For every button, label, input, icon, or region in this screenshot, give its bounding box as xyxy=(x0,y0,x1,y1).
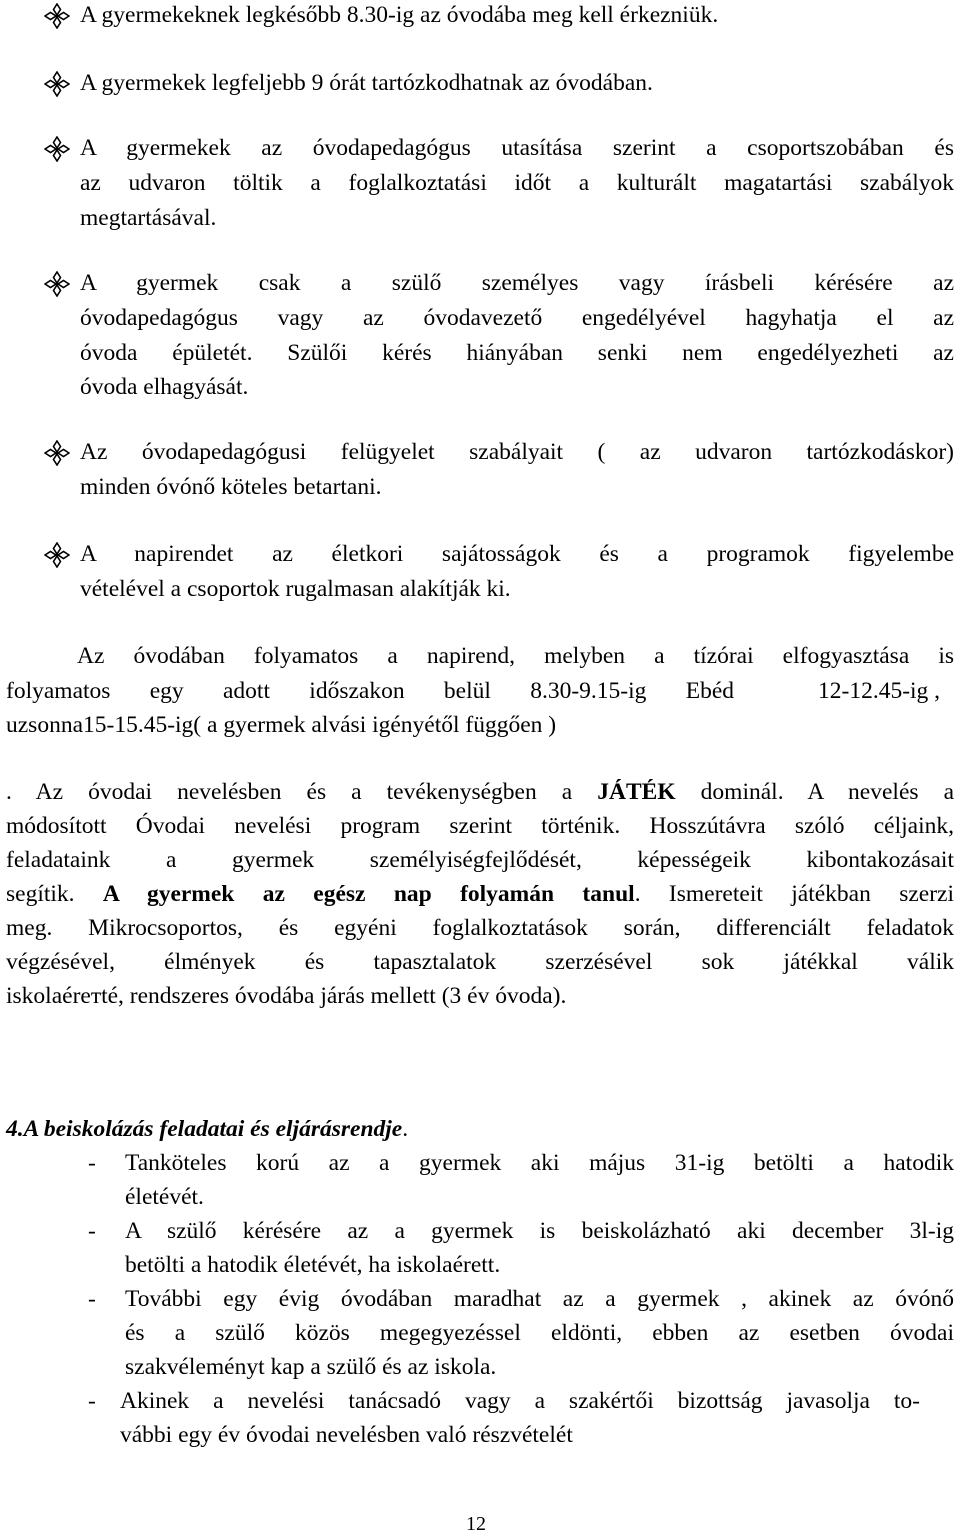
rule-6-line-1: A napirendet az életkori sajátosságok és a programok figyelembe xyxy=(80,541,954,567)
page-number: 12 xyxy=(466,1513,486,1535)
four-diamond-bullet-icon xyxy=(44,542,70,568)
rule-3-line-1: A gyermekek az óvodapedagógus utasítása szerint a csoportszobában és xyxy=(80,135,954,161)
section-heading: 4.A beiskolázás feladatai és eljárásrendje. xyxy=(6,1116,409,1142)
schedule-line-1: Az óvodában folyamatos a napirend, melyben a tízórai elfogyasztása is xyxy=(77,643,954,669)
play-line-7: iskolaérетté, rendszeres óvodába járás mellett (3 év óvoda). xyxy=(6,983,567,1009)
list-dash: - xyxy=(88,1286,96,1312)
list-item-3-line-3: szakvéleményt kap a szülő és az iskola. xyxy=(125,1354,497,1380)
play-line-3: feladataink a gyermek személyiségfejlődését, képességeik kibontakozásait xyxy=(6,847,954,873)
four-diamond-bullet-icon xyxy=(44,71,70,97)
play-line-4: segítik. A gyermek az egész nap folyamán tanul. Ismereteit játékban szerzi xyxy=(6,881,954,907)
rule-2-line-1: A gyermekek legfeljebb 9 órát tartózkodhatnak az óvodában. xyxy=(80,70,653,96)
rule-1-line-1: A gyermekeknek legkésőbb 8.30-ig az óvodába meg kell érkezniük. xyxy=(80,2,719,28)
rule-6-line-2: vételével a csoportok rugalmasan alakítják ki. xyxy=(80,576,511,602)
list-dash: - xyxy=(88,1388,96,1414)
schedule-line-2-end: 12-12.45-ig , xyxy=(818,678,941,704)
schedule-line-2: folyamatos egy adott időszakon belül 8.30-9.15-ig Ebéd xyxy=(6,678,734,704)
list-dash: - xyxy=(88,1218,96,1244)
play-line-5: meg. Mikrocsoportos, és egyéni foglalkoztatások során, differenciált feladatok xyxy=(6,915,954,941)
list-item-1-line-1: Tanköteles korú az a gyermek aki május 31-ig betölti a hatodik xyxy=(125,1150,954,1176)
rule-3-line-3: megtartásával. xyxy=(80,205,217,231)
list-dash: - xyxy=(88,1150,96,1176)
list-item-3-line-2: és a szülő közös megegyezéssel eldönti, ebben az esetben óvodai xyxy=(125,1320,954,1346)
four-diamond-bullet-icon xyxy=(44,440,70,466)
rule-4-line-2: óvodapedagógus vagy az óvodavezető engedélyével hagyhatja el az xyxy=(80,305,954,331)
rule-4-line-4: óvoda elhagyását. xyxy=(80,374,249,400)
four-diamond-bullet-icon xyxy=(44,136,70,162)
rule-5-line-2: minden óvónő köteles betartani. xyxy=(80,474,382,500)
rule-3-line-2: az udvaron töltik a foglalkoztatási időt a kulturált magatartási szabályok xyxy=(80,170,954,196)
list-item-2-line-2: betölti a hatodik életévét, ha iskolaérett. xyxy=(125,1252,501,1278)
four-diamond-bullet-icon xyxy=(44,271,70,297)
play-line-1: . Az óvodai nevelésben és a tevékenységben a JÁTÉK dominál. A nevelés a xyxy=(6,779,954,805)
list-item-2-line-1: A szülő kérésére az a gyermek is beiskolázható aki december 3l-ig xyxy=(125,1218,954,1244)
list-item-1-line-2: életévét. xyxy=(125,1184,204,1210)
play-line-2: módosított Óvodai nevelési program szerint történik. Hosszútávra szóló céljaink, xyxy=(6,813,954,839)
rule-4-line-1: A gyermek csak a szülő személyes vagy írásbeli kérésére az xyxy=(80,270,954,296)
play-line-6: végzésével, élmények és tapasztalatok szerzésével sok játékkal válik xyxy=(6,949,954,975)
schedule-line-3: uzsonna15-15.45-ig( a gyermek alvási igényétől függően ) xyxy=(6,712,557,738)
four-diamond-bullet-icon xyxy=(44,3,70,29)
list-item-4-line-2: vábbi egy év óvodai nevelésben való részvételét xyxy=(120,1422,573,1448)
rule-5-line-1: Az óvodapedagógusi felügyelet szabályait ( az udvaron tartózkodáskor) xyxy=(80,439,954,465)
list-item-4-line-1: Akinek a nevelési tanácsadó vagy a szakértői bizottság javasolja to- xyxy=(120,1388,920,1414)
list-item-3-line-1: További egy évig óvodában maradhat az a gyermek , akinek az óvónő xyxy=(125,1286,954,1312)
rule-4-line-3: óvoda épületét. Szülői kérés hiányában senki nem engedélyezheti az xyxy=(80,340,954,366)
